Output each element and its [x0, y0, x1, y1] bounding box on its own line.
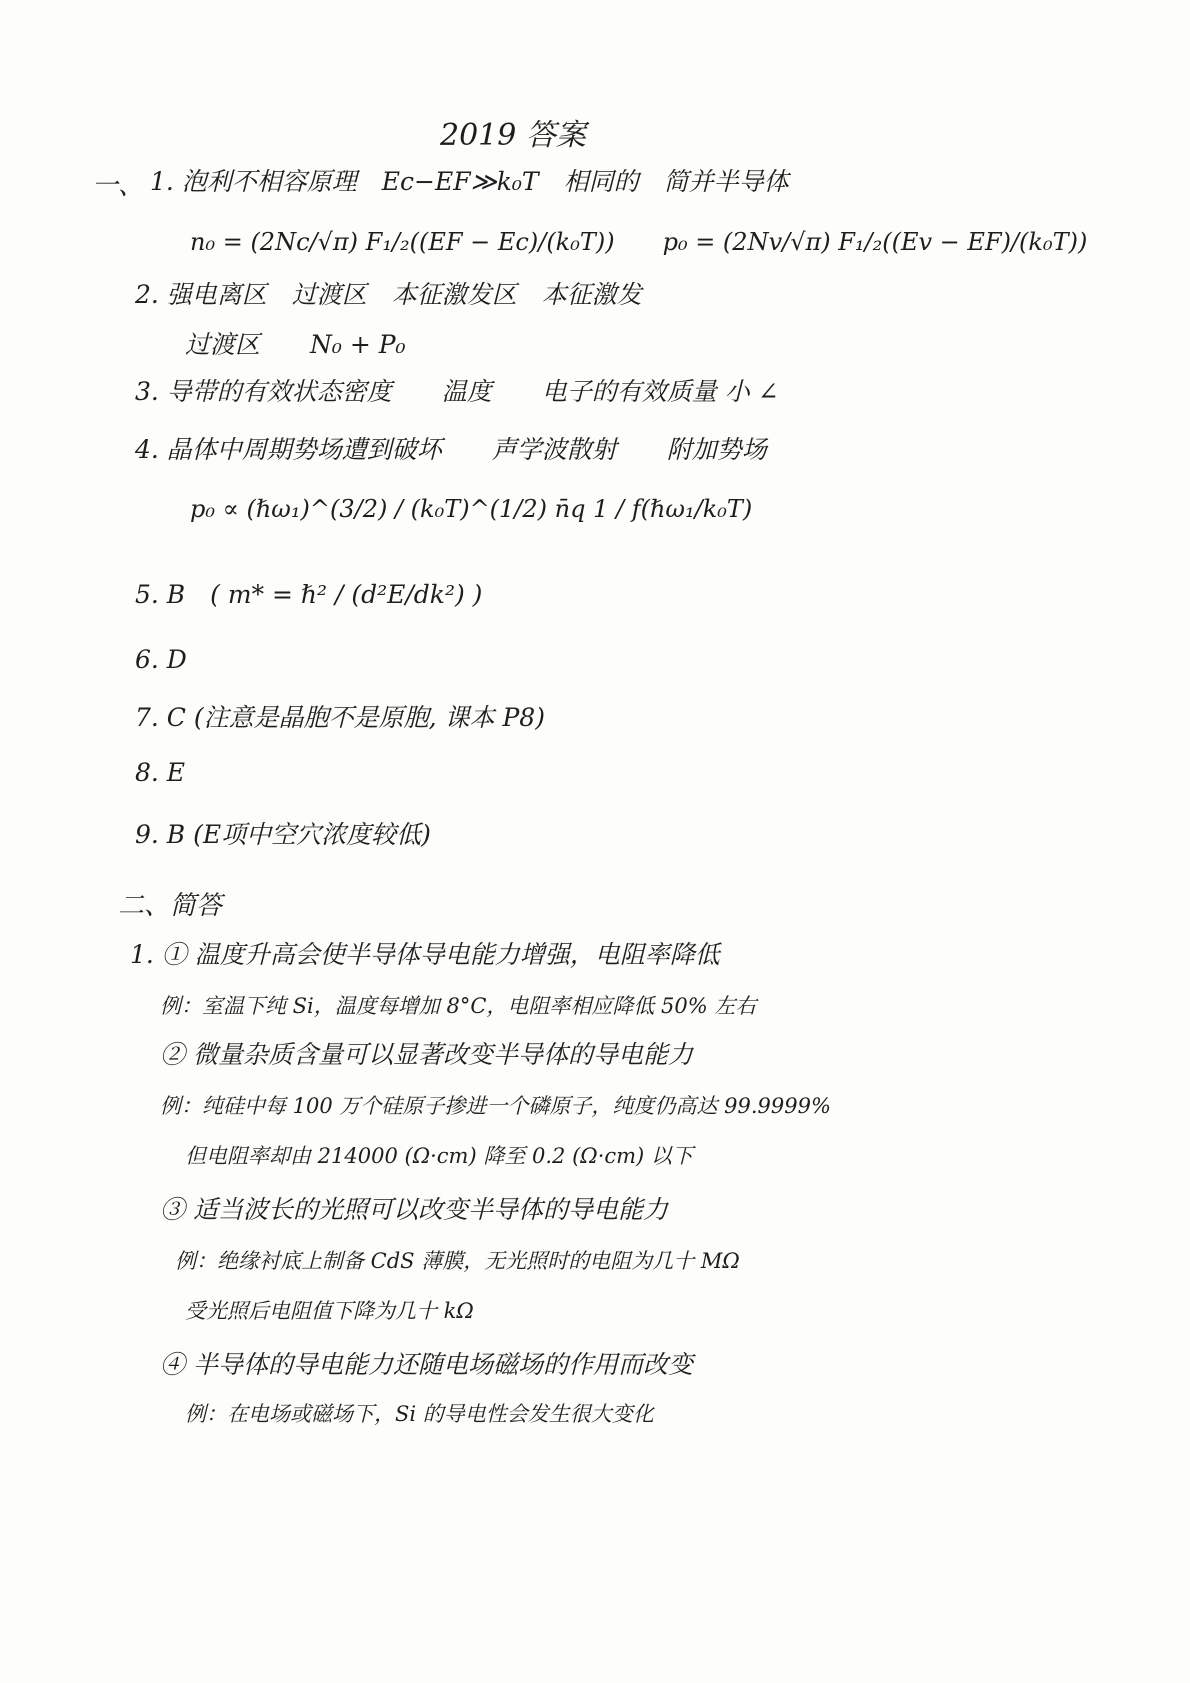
sec2-line: 受光照后电阻值下降为几十 kΩ [185, 1299, 474, 1323]
q7-line: 7. C (注意是晶胞不是原胞, 课本 P8) [135, 703, 545, 732]
sec2-line: ③ 适当波长的光照可以改变半导体的导电能力 [160, 1195, 668, 1224]
q2-line-2: 过渡区 N₀ + P₀ [185, 330, 406, 359]
q9-line: 9. B (E项中空穴浓度较低) [135, 820, 431, 849]
sec2-line: 例：绝缘衬底上制备 CdS 薄膜，无光照时的电阻为几十 MΩ [175, 1249, 740, 1273]
sec2-line: 1. ① 温度升高会使半导体导电能力增强，电阻率降低 [130, 940, 720, 969]
q5-line: 5. B ( m* = ℏ² / (d²E/dk²) ) [135, 580, 483, 609]
sec2-line: 例：室温下纯 Si，温度每增加 8°C，电阻率相应降低 50% 左右 [160, 994, 757, 1018]
q4-formula: p₀ ∝ (ℏω₁)^(3/2) / (k₀T)^(1/2) n̄q 1 / f(ℏω₁/k₀T) [190, 495, 753, 523]
sec2-line: ④ 半导体的导电能力还随电场磁场的作用而改变 [160, 1350, 693, 1379]
q4-line: 4. 晶体中周期势场遭到破坏 声学波散射 附加势场 [135, 435, 767, 464]
section-two-label: 二、简答 [118, 891, 223, 921]
q6-line: 6. D [135, 645, 187, 674]
page-title: 2019 答案 [440, 118, 586, 153]
q8-line: 8. E [135, 758, 186, 787]
q2-line-1: 2. 强电离区 过渡区 本征激发区 本征激发 [135, 280, 642, 309]
sec2-line: 例：在电场或磁场下，Si 的导电性会发生很大变化 [185, 1402, 654, 1426]
sec2-line: ② 微量杂质含量可以显著改变半导体的导电能力 [160, 1040, 693, 1069]
q1-line: 1. 泡利不相容原理 Ec−EF≫k₀T 相同的 简并半导体 [150, 167, 789, 196]
sec2-line: 但电阻率却由 214000 (Ω·cm) 降至 0.2 (Ω·cm) 以下 [185, 1144, 693, 1168]
q1-formula: n₀ = (2Nc/√π) F₁/₂((EF − Ec)/(k₀T)) p₀ = (2Nv/√π) F₁/₂((Ev − EF)/(k₀T)) [190, 228, 1088, 256]
q3-line: 3. 导带的有效状态密度 温度 电子的有效质量 小 ∠ [135, 377, 779, 406]
section-one-label: 一、 [92, 171, 145, 201]
sec2-line: 例：纯硅中每 100 万个硅原子掺进一个磷原子，纯度仍高达 99.9999% [160, 1094, 831, 1118]
